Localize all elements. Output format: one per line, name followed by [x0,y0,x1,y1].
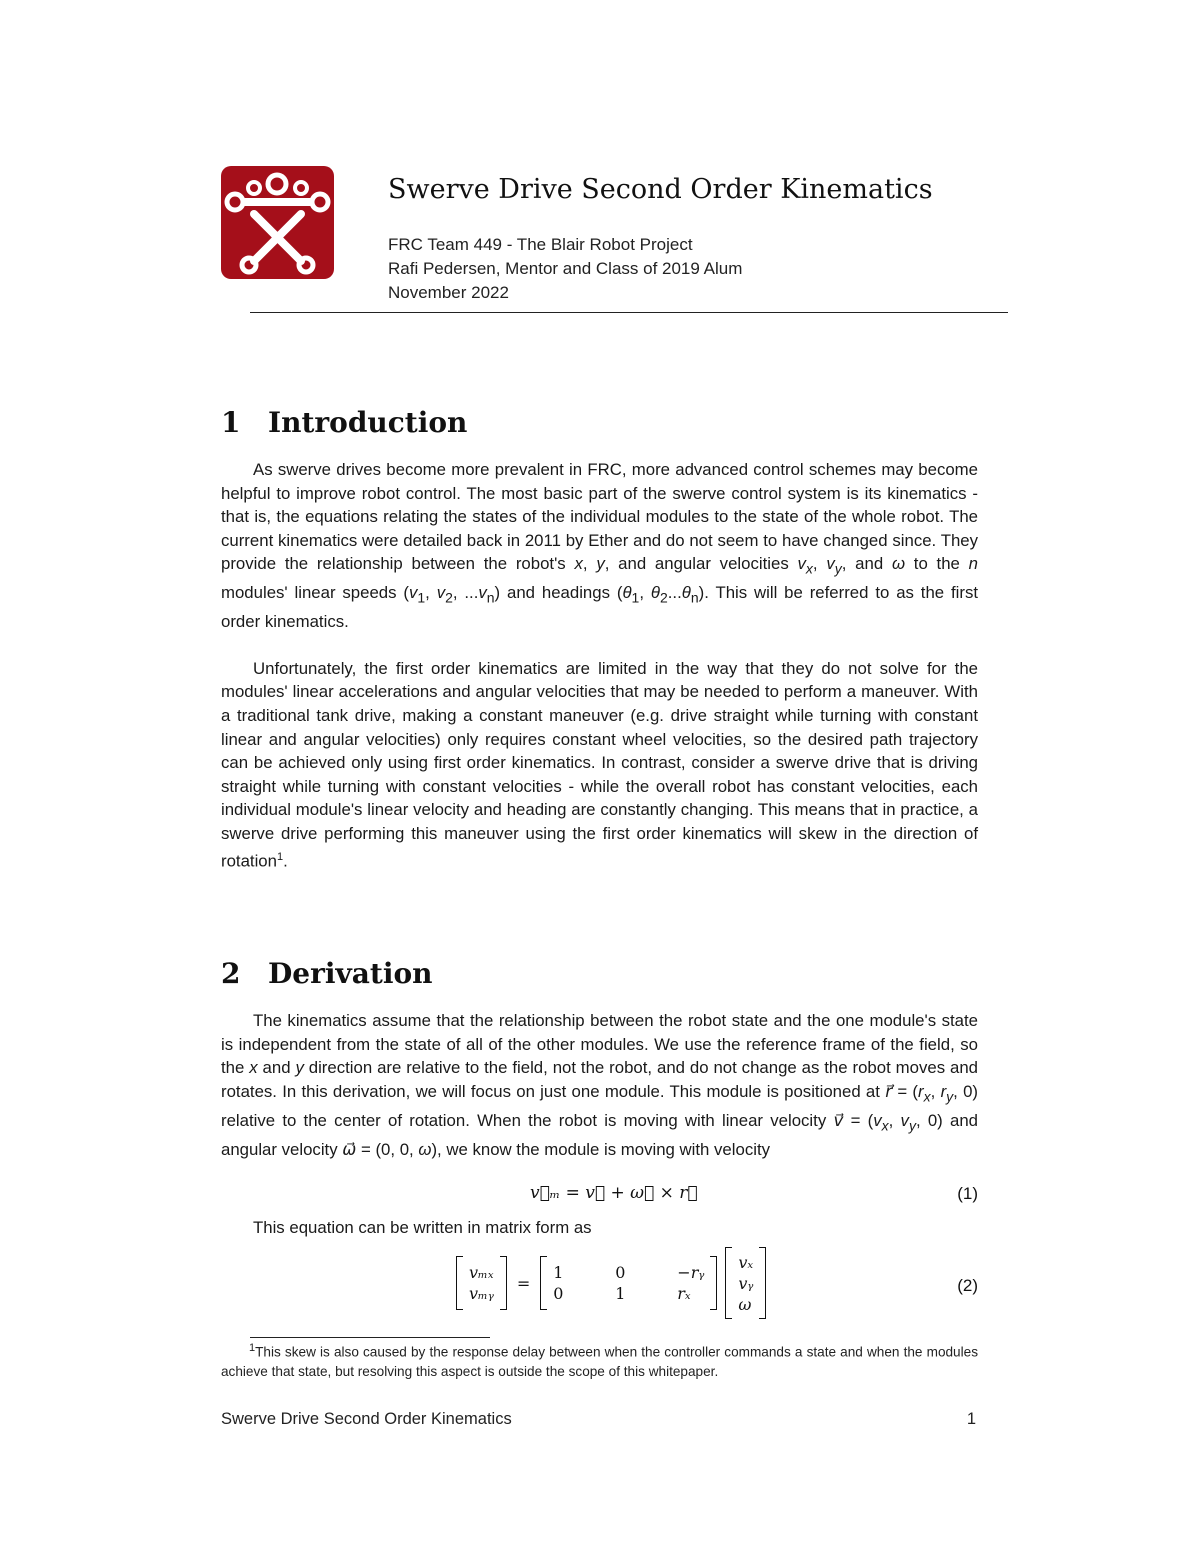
date-line: November 2022 [388,283,509,302]
team-logo [221,166,334,279]
intro-paragraph-1: As swerve drives become more prevalent in FRC, more advanced control schemes may become helpful to improve robot control. The most basic part of the swerve control system is its kinematics - that is, the equations relating the states of the individual modules to the state of the whole robot. The current kinematics were detailed back in 2011 by Ether and do not seem to have changed since. They provide the relationship between the robot's x, y, and angular velocities $v_x$, $v_y$, and ω to the n modules' linear speeds ($v_1$, $v_2$, $...v_n$) and headings ($\theta_1$, $\theta_2...\theta_n$). This will be referred to as the first order kinematics. [221,460,979,632]
lhs-vector: vₘₓ vₘᵧ [469,1263,494,1303]
team-line: FRC Team 449 - The Blair Robot Project [388,235,693,254]
page-number: 1 [966,1410,976,1428]
derivation-paragraph-2: This equation can be written in matrix form as [253,1218,592,1237]
equation-1-number: (1) [957,1184,978,1203]
running-footer: Swerve Drive Second Order Kinematics [221,1410,512,1428]
section-number: 2 [221,957,241,990]
section-title: Introduction [268,406,468,439]
equation-2-number: (2) [957,1276,978,1295]
intro-paragraph-2: Unfortunately, the first order kinematics are limited in the way that they do not solve for the modules' linear accelerations and angular velocities that may be needed to perform a maneuver. With a traditional tank drive, making a constant maneuver (e.g. drive straight while turning with constant linear and angular velocities) only requires constant wheel velocities, so the desired path trajectory can be achieved only using first order kinematics. In contrast, consider a swerve drive that is driving straight while turning with constant velocities - while the overall robot has constant velocities, each individual module's linear velocity and heading are constantly changing. This means that in practice, a swerve drive performing this maneuver using the first order kinematics will skew in the direction of rotation$^1$. [221,658,978,871]
section-title: Derivation [268,957,433,990]
intro-body [221,458,978,873]
author-line: Rafi Pedersen, Mentor and Class of 2019 Alum [388,259,743,278]
footnote: $^1$This skew is also caused by the response delay between when the controller commands a state and when the modules achieve that state, but resolving this aspect is outside the scope of this whitepaper. [221,1342,978,1379]
header-rule [250,312,1008,313]
robot-wrench-logo-icon [221,166,334,279]
section-number: 1 [221,406,241,439]
transform-matrix: 1 0 −rᵧ 0 1 rₓ [553,1263,705,1303]
document-title: Swerve Drive Second Order Kinematics [388,174,933,205]
footnote-mark[interactable]: 1 [276,850,284,863]
footnote-rule [250,1337,490,1338]
derivation-paragraph-1: The kinematics assume that the relationship between the robot state and the one module's state is independent from the state of all of the other modules. We use the reference frame of the field, so the x and y direction are relative to the field, not the robot, and do not change as the robot moves and rotates. In this derivation, we will focus on just one module. This module is positioned at r⃗ = ($r_x$, $r_y$, 0) relative to the center of rotation. When the robot is moving with linear velocity v⃗ = ($v_x$, $v_y$, 0) and angular velocity ω⃗ = (0, 0, ω), we know the module is moving with velocity [221,1011,979,1159]
derivation-body [221,1009,978,1161]
equation-1: v⃗ₘ = v⃗ + ω⃗ × r⃗ [530,1183,698,1203]
rhs-vector: vₓ vᵧ ω [738,1252,754,1314]
equation-2: vₘₓ vₘᵧ = 1 0 −rᵧ 0 1 rₓ vₓ vᵧ ω [456,1247,766,1319]
